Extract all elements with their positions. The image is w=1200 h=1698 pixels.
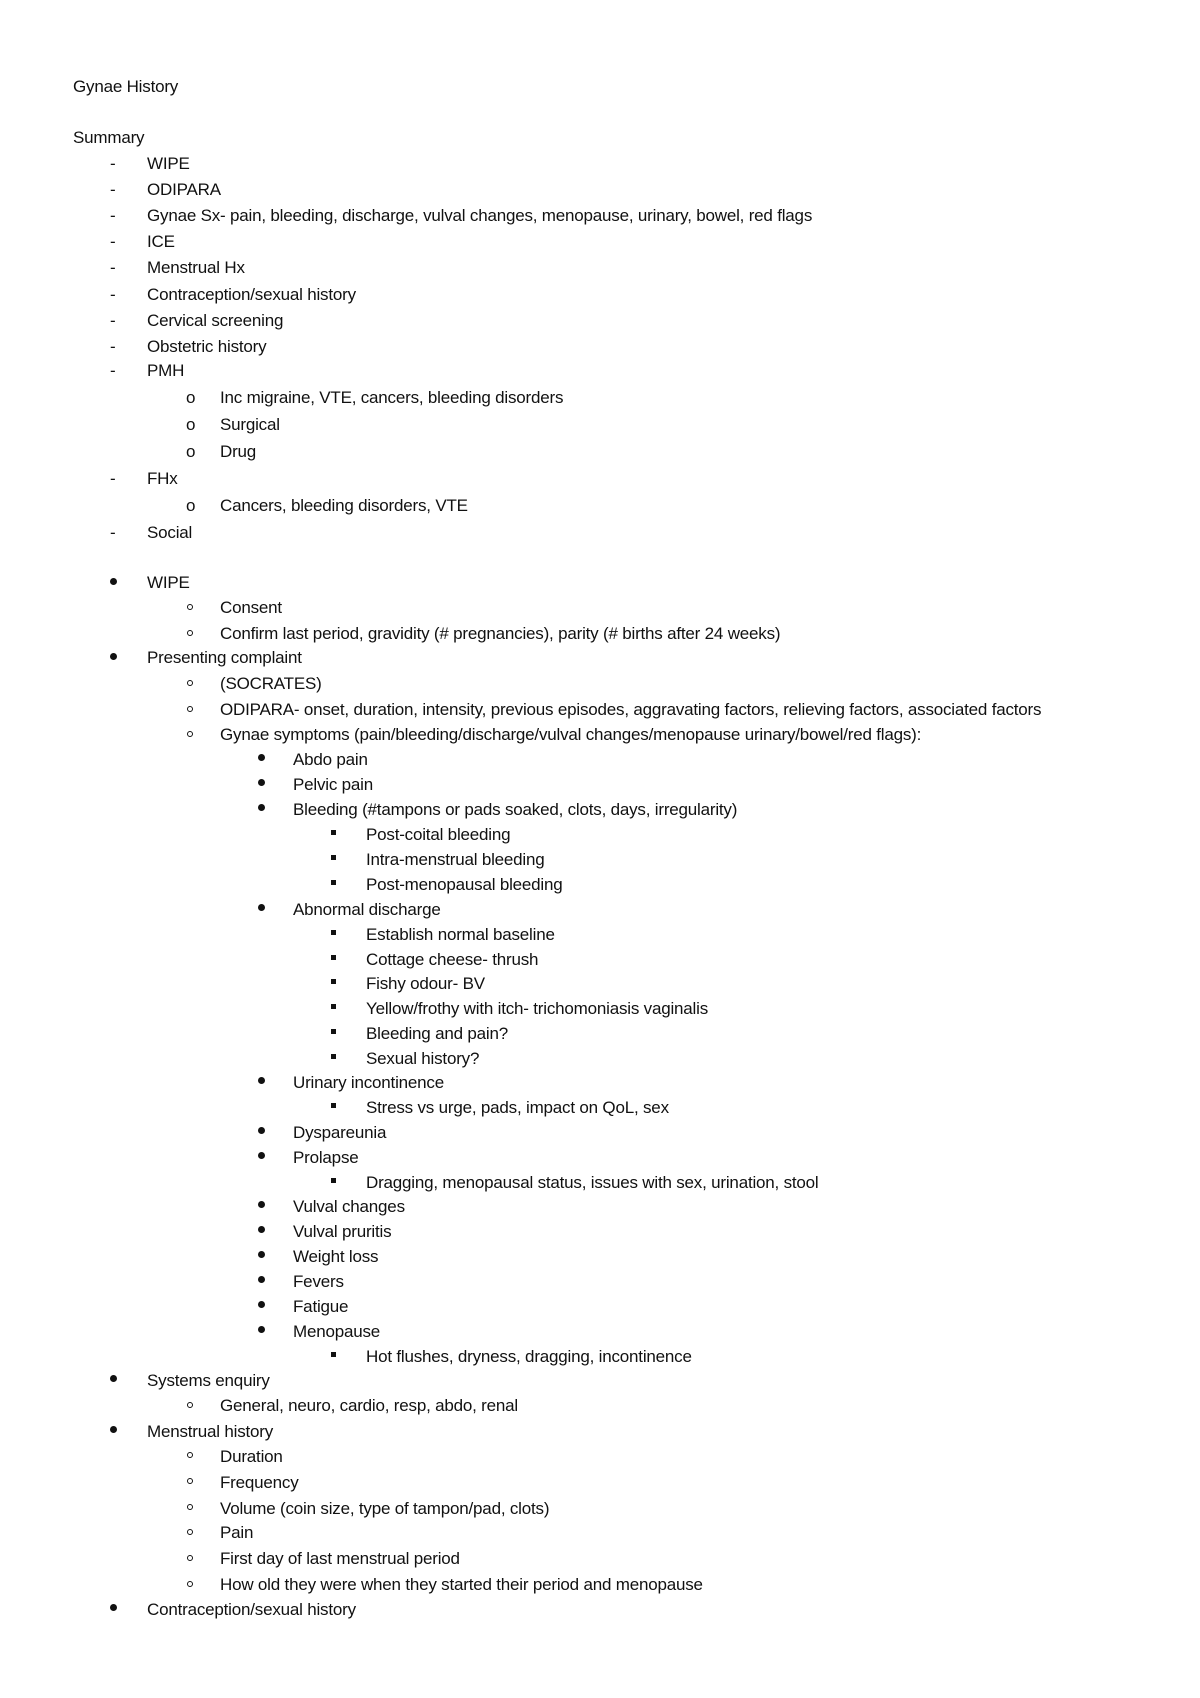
outline-subsubitem: Menopause bbox=[293, 1322, 381, 1341]
outline-level4-item: Post-coital bleeding bbox=[366, 825, 511, 844]
outline-subitem: Duration bbox=[220, 1447, 283, 1466]
outline-subsubitem: Abdo pain bbox=[293, 750, 368, 769]
circle-bullet-icon bbox=[187, 731, 193, 737]
summary-item: ICE bbox=[147, 232, 175, 251]
square-bullet-icon bbox=[331, 1352, 336, 1357]
square-bullet-icon bbox=[331, 1103, 336, 1108]
outline-level4-item: Fishy odour- BV bbox=[366, 974, 485, 993]
bullet-icon bbox=[258, 1326, 265, 1333]
square-bullet-icon bbox=[331, 955, 336, 960]
outline-level4-item: Dragging, menopausal status, issues with sex, urination, stool bbox=[366, 1173, 819, 1192]
dash-marker: - bbox=[110, 311, 116, 330]
dash-marker: - bbox=[110, 180, 116, 199]
outline-subsubitem: Fatigue bbox=[293, 1297, 349, 1316]
bullet-icon bbox=[258, 904, 265, 911]
outline-level4-item: Cottage cheese- thrush bbox=[366, 950, 539, 969]
summary-heading: Summary bbox=[73, 128, 145, 147]
outline-level4-item: Yellow/frothy with itch- trichomoniasis vaginalis bbox=[366, 999, 708, 1018]
outline-item: Menstrual history bbox=[147, 1422, 274, 1441]
outline-subitem: ODIPARA- onset, duration, intensity, previous episodes, aggravating factors, relieving factors, associated factors bbox=[220, 700, 1042, 719]
outline-subsubitem: Weight loss bbox=[293, 1247, 379, 1266]
outline-subsubitem: Vulval pruritis bbox=[293, 1222, 392, 1241]
square-bullet-icon bbox=[331, 1029, 336, 1034]
square-bullet-icon bbox=[331, 830, 336, 835]
summary-item: Social bbox=[147, 523, 193, 542]
summary-subitem: Surgical bbox=[220, 415, 280, 434]
outline-subitem: Confirm last period, gravidity (# pregnancies), parity (# births after 24 weeks) bbox=[220, 624, 781, 643]
summary-item: Gynae Sx- pain, bleeding, discharge, vulval changes, menopause, urinary, bowel, red flags bbox=[147, 206, 813, 225]
dash-marker: - bbox=[110, 337, 116, 356]
outline-subitem: General, neuro, cardio, resp, abdo, renal bbox=[220, 1396, 518, 1415]
outline-subitem: Pain bbox=[220, 1523, 254, 1542]
summary-item: Contraception/sexual history bbox=[147, 285, 356, 304]
summary-item: FHx bbox=[147, 469, 178, 488]
bullet-icon bbox=[258, 1301, 265, 1308]
circle-bullet-icon bbox=[187, 1581, 193, 1587]
outline-level4-item: Hot flushes, dryness, dragging, incontinence bbox=[366, 1347, 692, 1366]
sub-marker: o bbox=[186, 388, 196, 407]
outline-subsubitem: Dyspareunia bbox=[293, 1123, 387, 1142]
outline-level4-item: Post-menopausal bleeding bbox=[366, 875, 563, 894]
circle-bullet-icon bbox=[187, 706, 193, 712]
circle-bullet-icon bbox=[187, 630, 193, 636]
summary-subitem: Drug bbox=[220, 442, 257, 461]
circle-bullet-icon bbox=[187, 1555, 193, 1561]
outline-item: WIPE bbox=[147, 573, 190, 592]
outline-subitem: How old they were when they started their period and menopause bbox=[220, 1575, 703, 1594]
outline-level4-item: Stress vs urge, pads, impact on QoL, sex bbox=[366, 1098, 669, 1117]
outline-level4-item: Intra-menstrual bleeding bbox=[366, 850, 545, 869]
sub-marker: o bbox=[186, 496, 196, 515]
outline-level4-item: Bleeding and pain? bbox=[366, 1024, 508, 1043]
circle-bullet-icon bbox=[187, 1402, 193, 1408]
sub-marker: o bbox=[186, 415, 196, 434]
summary-item: PMH bbox=[147, 361, 185, 380]
outline-subsubitem: Vulval changes bbox=[293, 1197, 405, 1216]
square-bullet-icon bbox=[331, 880, 336, 885]
bullet-icon bbox=[258, 779, 265, 786]
square-bullet-icon bbox=[331, 1178, 336, 1183]
summary-subitem: Cancers, bleeding disorders, VTE bbox=[220, 496, 468, 515]
outline-subsubitem: Pelvic pain bbox=[293, 775, 374, 794]
bullet-icon bbox=[110, 1375, 117, 1382]
outline-subsubitem: Urinary incontinence bbox=[293, 1073, 444, 1092]
outline-subsubitem: Abnormal discharge bbox=[293, 900, 441, 919]
square-bullet-icon bbox=[331, 930, 336, 935]
square-bullet-icon bbox=[331, 1054, 336, 1059]
bullet-icon bbox=[110, 653, 117, 660]
summary-item: Obstetric history bbox=[147, 337, 267, 356]
bullet-icon bbox=[258, 1276, 265, 1283]
outline-level4-item: Establish normal baseline bbox=[366, 925, 555, 944]
outline-item: Contraception/sexual history bbox=[147, 1600, 356, 1619]
sub-marker: o bbox=[186, 442, 196, 461]
dash-marker: - bbox=[110, 154, 116, 173]
outline-level4-item: Sexual history? bbox=[366, 1049, 480, 1068]
dash-marker: - bbox=[110, 232, 116, 251]
outline-item: Presenting complaint bbox=[147, 648, 302, 667]
outline-subsubitem: Prolapse bbox=[293, 1148, 359, 1167]
bullet-icon bbox=[258, 804, 265, 811]
circle-bullet-icon bbox=[187, 604, 193, 610]
bullet-icon bbox=[258, 754, 265, 761]
outline-subitem: First day of last menstrual period bbox=[220, 1549, 460, 1568]
summary-item: ODIPARA bbox=[147, 180, 221, 199]
outline-subsubitem: Bleeding (#tampons or pads soaked, clots, days, irregularity) bbox=[293, 800, 738, 819]
circle-bullet-icon bbox=[187, 1478, 193, 1484]
dash-marker: - bbox=[110, 469, 116, 488]
outline-subitem: Consent bbox=[220, 598, 282, 617]
dash-marker: - bbox=[110, 361, 116, 380]
bullet-icon bbox=[258, 1201, 265, 1208]
dash-marker: - bbox=[110, 206, 116, 225]
dash-marker: - bbox=[110, 258, 116, 277]
bullet-icon bbox=[258, 1077, 265, 1084]
summary-item: Cervical screening bbox=[147, 311, 284, 330]
summary-item: Menstrual Hx bbox=[147, 258, 245, 277]
square-bullet-icon bbox=[331, 979, 336, 984]
circle-bullet-icon bbox=[187, 1504, 193, 1510]
bullet-icon bbox=[258, 1226, 265, 1233]
circle-bullet-icon bbox=[187, 680, 193, 686]
circle-bullet-icon bbox=[187, 1529, 193, 1535]
bullet-icon bbox=[258, 1127, 265, 1134]
square-bullet-icon bbox=[331, 855, 336, 860]
outline-subitem: (SOCRATES) bbox=[220, 674, 322, 693]
outline-subsubitem: Fevers bbox=[293, 1272, 344, 1291]
outline-subitem: Frequency bbox=[220, 1473, 299, 1492]
bullet-icon bbox=[110, 1604, 117, 1611]
summary-subitem: Inc migraine, VTE, cancers, bleeding disorders bbox=[220, 388, 564, 407]
dash-marker: - bbox=[110, 285, 116, 304]
bullet-icon bbox=[258, 1152, 265, 1159]
dash-marker: - bbox=[110, 523, 116, 542]
outline-subitem: Volume (coin size, type of tampon/pad, clots) bbox=[220, 1499, 550, 1518]
bullet-icon bbox=[110, 578, 117, 585]
bullet-icon bbox=[258, 1251, 265, 1258]
outline-item: Systems enquiry bbox=[147, 1371, 270, 1390]
square-bullet-icon bbox=[331, 1004, 336, 1009]
outline-subitem: Gynae symptoms (pain/bleeding/discharge/vulval changes/menopause urinary/bowel/red flags): bbox=[220, 725, 922, 744]
document-title: Gynae History bbox=[73, 77, 179, 96]
circle-bullet-icon bbox=[187, 1452, 193, 1458]
summary-item: WIPE bbox=[147, 154, 190, 173]
bullet-icon bbox=[110, 1426, 117, 1433]
